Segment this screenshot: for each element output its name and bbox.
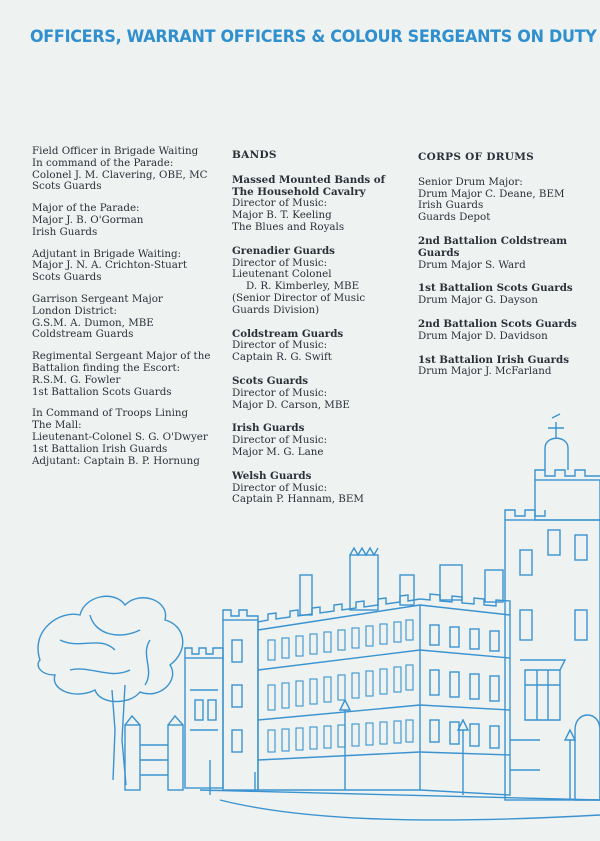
officer-line: Garrison Sergeant Major (32, 292, 163, 305)
drums-heading: CORPS OF DRUMS (418, 151, 535, 163)
band-line: Captain R. G. Swift (232, 351, 332, 364)
main-windows (268, 620, 413, 752)
officer-entry (32, 351, 232, 398)
officer-line: Adjutant in Brigade Waiting: (32, 247, 182, 260)
page-title: OFFICERS, WARRANT OFFICERS & COLOUR SERGEANTS ON DUTY (30, 27, 597, 47)
officer-line: Major of the Parade: (32, 202, 140, 215)
officer-entry (32, 294, 232, 341)
drums-column (418, 152, 598, 390)
band-line: Director of Music: (232, 339, 328, 352)
officer-line: G.S.M. A. Dumon, MBE (32, 316, 154, 329)
officer-line: Adjutant: Captain B. P. Hornung (32, 454, 200, 467)
drums-entry (418, 355, 598, 379)
band-title: Welsh Guards (232, 469, 312, 482)
band-line: Major D. Carson, MBE (232, 398, 350, 411)
band-line: Major M. G. Lane (232, 445, 324, 458)
band-line: Director of Music: (232, 434, 328, 447)
band-line: Captain P. Hannam, BEM (232, 493, 364, 506)
drums-entry (418, 319, 598, 343)
left-tower (223, 610, 258, 790)
band-entry (232, 329, 412, 364)
officer-line: Colonel J. M. Clavering, OBE, MC (32, 168, 208, 181)
left-wing (185, 648, 223, 788)
band-line: Director of Music: (232, 197, 328, 210)
officer-line: 1st Battalion Irish Guards (32, 442, 168, 455)
drums-list (418, 177, 598, 378)
drums-title: 1st Battalion Irish Guards (418, 353, 570, 366)
drums-title: 2nd Battalion Scots Guards (418, 317, 577, 330)
band-line: D. R. Kimberley, MBE (246, 280, 360, 293)
drums-title: 1st Battalion Scots Guards (418, 282, 573, 295)
drums-line: Drum Major C. Deane, BEM (418, 187, 565, 200)
band-line: Major B. T. Keeling (232, 209, 332, 222)
band-line: Lieutenant Colonel (232, 268, 332, 281)
drums-line: Drum Major G. Dayson (418, 294, 538, 307)
drums-entry (418, 283, 598, 307)
drums-line: Drum Major J. McFarland (418, 365, 552, 378)
band-line: Director of Music: (232, 386, 328, 399)
officer-line: Lieutenant-Colonel S. G. O'Dwyer (32, 430, 208, 443)
band-line: (Senior Director of Music (232, 291, 366, 304)
band-entry (232, 246, 412, 317)
main-block (258, 548, 420, 790)
officer-line: Regimental Sergeant Major of the (32, 350, 211, 363)
band-entry (232, 175, 412, 234)
officer-line: Major J. N. A. Crichton-Stuart (32, 259, 187, 272)
band-line: Director of Music: (232, 481, 328, 494)
drums-line: Guards Depot (418, 211, 491, 224)
drums-line: Drum Major D. Davidson (418, 329, 548, 342)
officer-entry (32, 249, 232, 284)
palace-drawing (0, 400, 600, 841)
drums-line: Drum Major S. Ward (418, 258, 526, 271)
officer-line: Battalion finding the Escort: (32, 361, 181, 374)
officer-entry (32, 203, 232, 238)
drums-line: Irish Guards (418, 199, 484, 212)
officer-line: Scots Guards (32, 180, 102, 193)
band-title: Irish Guards (232, 422, 305, 435)
gate-posts (125, 716, 183, 790)
drums-title: 2nd Battalion Coldstream (418, 234, 568, 247)
drums-line: Senior Drum Major: (418, 175, 523, 188)
palace-illustration (0, 400, 600, 841)
officer-line: Field Officer in Brigade Waiting (32, 145, 199, 157)
officer-line: Coldstream Guards (32, 328, 134, 341)
band-line: The Blues and Royals (232, 220, 345, 233)
officer-line: Irish Guards (32, 225, 98, 238)
officer-line: In command of the Parade: (32, 156, 174, 169)
tree-drawing (38, 596, 183, 785)
bands-heading: BANDS (232, 149, 277, 161)
band-title: Massed Mounted Bands of (232, 173, 386, 186)
officer-line: 1st Battalion Scots Guards (32, 385, 172, 398)
officer-line: London District: (32, 304, 117, 317)
band-title: Grenadier Guards (232, 244, 335, 257)
band-title: Scots Guards (232, 374, 309, 387)
drums-entry (418, 177, 598, 224)
band-line: Director of Music: (232, 256, 328, 269)
officer-entry (32, 146, 232, 193)
officer-line: R.S.M. G. Fowler (32, 373, 121, 386)
officer-line: Major J. B. O'Gorman (32, 213, 144, 226)
officer-line: Scots Guards (32, 271, 102, 284)
band-title: The Household Cavalry (232, 185, 366, 198)
drums-entry (418, 236, 598, 271)
officer-line: In Command of Troops Lining (32, 407, 189, 420)
band-line: Guards Division) (232, 303, 320, 316)
right-block (420, 565, 510, 795)
gatehouse-tower (505, 414, 600, 800)
band-title: Coldstream Guards (232, 327, 344, 340)
officer-line: The Mall: (32, 419, 82, 432)
drums-title: Guards (418, 246, 460, 259)
